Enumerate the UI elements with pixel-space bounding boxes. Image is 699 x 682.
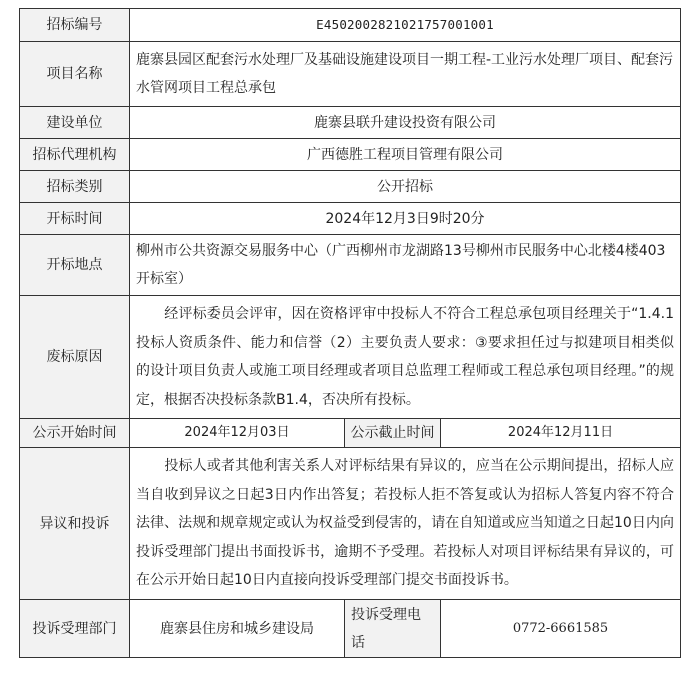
bid-type-value: 公开招标 (130, 171, 681, 203)
complaint-phone-value: 0772-6661585 (441, 600, 681, 658)
builder-label: 建设单位 (20, 107, 130, 139)
builder-value: 鹿寨县联升建设投资有限公司 (130, 107, 681, 139)
row-open-time (20, 203, 681, 235)
publicity-start-label: 公示开始时间 (20, 419, 130, 448)
publicity-end-label: 公示截止时间 (345, 419, 441, 448)
location-value: 柳州市公共资源交易服务中心（广西柳州市龙湖路13号柳州市民服务中心北楼4楼403开标室） (130, 235, 681, 296)
row-project-name (20, 42, 681, 107)
reason-label: 废标原因 (20, 296, 130, 419)
complaint-dept-label: 投诉受理部门 (20, 600, 130, 658)
row-bid-type (20, 171, 681, 203)
publicity-start-value: 2024年12月03日 (130, 419, 345, 448)
row-agency (20, 139, 681, 171)
agency-value: 广西德胜工程项目管理有限公司 (130, 139, 681, 171)
row-objection (20, 448, 681, 600)
objection-label: 异议和投诉 (20, 448, 130, 600)
objection-value: 投标人或者其他利害关系人对评标结果有异议的，应当在公示期间提出，招标人应当自收到异议之日起3日内作出答复；若投标人拒不答复或认为招标人答复内容不符合法律、法规和规章规定或认为权益受到侵害的，请在自知道或应当知道之日起10日内向投诉受理部门提出书面投诉书，逾期不予受理。若投标人对项目评标结果有异议的，可在公示开始日起10日内直接向投诉受理部门提交书面投诉书。 (130, 448, 681, 600)
open-time-label: 开标时间 (20, 203, 130, 235)
complaint-phone-label: 投诉受理电话 (345, 600, 441, 658)
location-label: 开标地点 (20, 235, 130, 296)
row-complaint (20, 600, 681, 658)
row-location (20, 235, 681, 296)
project-name-label: 项目名称 (20, 42, 130, 107)
agency-label: 招标代理机构 (20, 139, 130, 171)
row-builder (20, 107, 681, 139)
row-bid-number (20, 9, 681, 42)
complaint-dept-value: 鹿寨县住房和城乡建设局 (130, 600, 345, 658)
open-time-value: 2024年12月3日9时20分 (130, 203, 681, 235)
bid-type-label: 招标类别 (20, 171, 130, 203)
bid-number-value: E4502002821021757001001 (130, 9, 681, 42)
publicity-end-value: 2024年12月11日 (441, 419, 681, 448)
bid-result-table (19, 8, 681, 658)
project-name-value: 鹿寨县园区配套污水处理厂及基础设施建设项目一期工程-工业污水处理厂项目、配套污水管网项目工程总承包 (130, 42, 681, 107)
bid-number-label: 招标编号 (20, 9, 130, 42)
row-reason (20, 296, 681, 419)
row-publicity (20, 419, 681, 448)
reason-value: 经评标委员会评审，因在资格评审中投标人不符合工程总承包项目经理关于“1.4.1投标人资质条件、能力和信誉（2）主要负责人要求：③要求担任过与拟建项目相类似的设计项目负责人或施工项目经理或者项目总监理工程师或工程总承包项目经理。”的规定，根据否决投标条款B1.4，否决所有投标。 (130, 296, 681, 419)
